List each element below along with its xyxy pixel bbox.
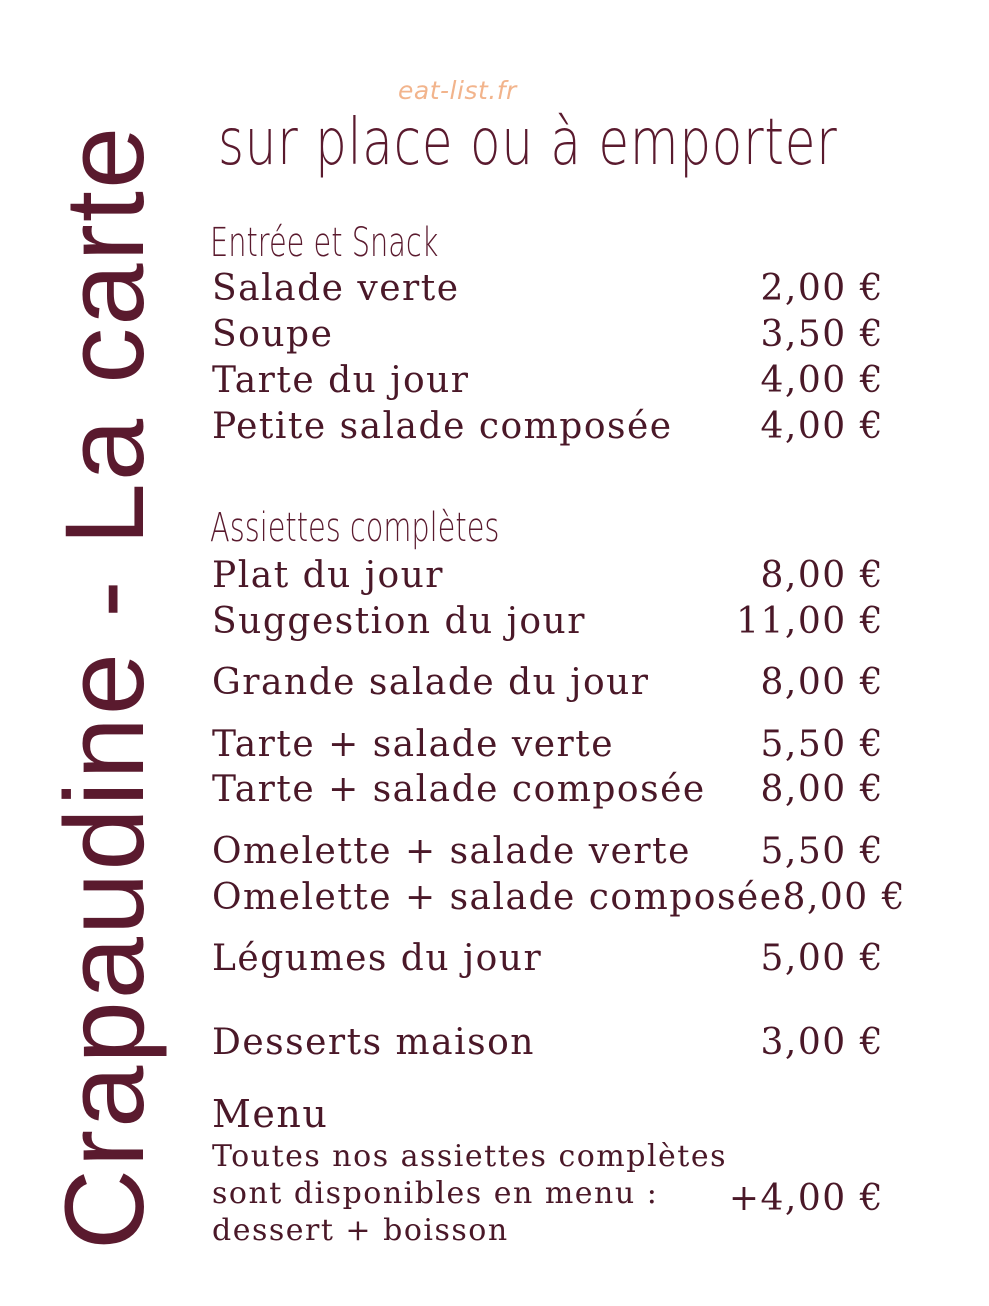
item-name: Soupe [212, 314, 334, 355]
menu-item [212, 360, 884, 404]
item-name: Salade verte [212, 268, 460, 309]
item-price: 8,00 € [782, 877, 907, 918]
section-title-entree: Entrée et Snack [210, 220, 439, 266]
item-price: 5,50 € [760, 831, 884, 872]
page-subtitle: sur place ou à emporter [218, 106, 838, 180]
item-price: 8,00 € [760, 769, 884, 810]
item-name: Tarte + salade verte [212, 724, 615, 765]
section-title-assiettes: Assiettes complètes [210, 505, 500, 551]
menu-item [212, 601, 884, 645]
menu-formula-line: sont disponibles en menu : [212, 1176, 659, 1211]
item-price: 5,00 € [760, 938, 884, 979]
item-price: 3,00 € [760, 1022, 884, 1063]
menu-formula-description [212, 1138, 732, 1249]
menu-formula-line: dessert + boisson [212, 1213, 509, 1248]
item-price: 8,00 € [760, 555, 884, 596]
menu-item [212, 831, 884, 875]
menu-formula-price: +4,00 € [728, 1178, 884, 1219]
item-name: Grande salade du jour [212, 662, 650, 703]
item-name: Plat du jour [212, 555, 445, 596]
menu-formula-title: Menu [212, 1092, 329, 1136]
menu-item [212, 724, 884, 768]
item-name: Tarte + salade composée [212, 769, 706, 810]
item-price: 11,00 € [736, 601, 884, 642]
menu-item [212, 555, 884, 599]
menu-item [212, 938, 884, 982]
menu-item [212, 769, 884, 813]
item-name: Suggestion du jour [212, 601, 586, 642]
item-name: Légumes du jour [212, 938, 543, 979]
item-price: 3,50 € [760, 314, 884, 355]
item-name: Omelette + salade verte [212, 831, 691, 872]
item-price: 4,00 € [760, 406, 884, 447]
item-name: Petite salade composée [212, 406, 673, 447]
item-name: Desserts maison [212, 1022, 535, 1063]
menu-item [212, 268, 884, 312]
menu-item [212, 662, 884, 706]
restaurant-title: Crapaudine - La carte [42, 124, 167, 1250]
menu-item [212, 406, 884, 450]
menu-item [212, 314, 884, 358]
menu-item [212, 877, 907, 921]
menu-formula-line: Toutes nos assiettes complètes [212, 1139, 728, 1174]
item-name: Tarte du jour [212, 360, 470, 401]
item-name: Omelette + salade composée [212, 877, 783, 918]
item-price: 2,00 € [760, 268, 884, 309]
item-price: 8,00 € [760, 662, 884, 703]
item-price: 5,50 € [760, 724, 884, 765]
item-price: 4,00 € [760, 360, 884, 401]
menu-item [212, 1022, 884, 1066]
watermark: eat-list.fr [398, 76, 517, 105]
